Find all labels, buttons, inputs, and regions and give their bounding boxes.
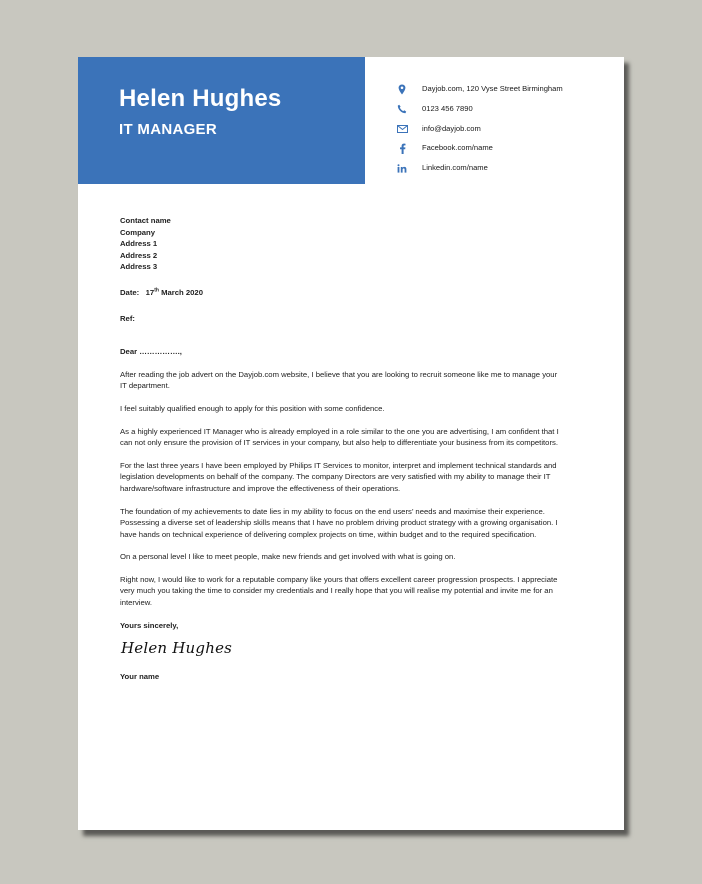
signature-text: Helen Hughes bbox=[121, 639, 233, 658]
paragraph-6: On a personal level I like to meet people, make new friends and get involved with what is going on. bbox=[120, 552, 456, 562]
recipient-company: Company bbox=[120, 227, 156, 237]
envelope-icon bbox=[396, 123, 408, 135]
recipient-address bbox=[120, 215, 560, 273]
letter-body bbox=[120, 215, 560, 683]
date-label: Date: bbox=[120, 287, 140, 297]
paragraph-1: After reading the job advert on the Dayjob.com website, I believe that you are looking to recruit someone like me to manage your IT department. bbox=[120, 369, 558, 391]
address-text: Dayjob.com, 120 Vyse Street Birmingham bbox=[422, 84, 563, 93]
facebook-icon bbox=[396, 142, 408, 154]
phone-text: 0123 456 7890 bbox=[422, 103, 473, 113]
header-banner bbox=[78, 57, 365, 184]
applicant-name: Helen Hughes bbox=[119, 85, 282, 112]
recipient-contact-name: Contact name bbox=[120, 216, 171, 225]
facebook-link[interactable]: Facebook.com/name bbox=[422, 143, 493, 153]
contact-details bbox=[396, 83, 616, 182]
recipient-address-1: Address 1 bbox=[120, 239, 158, 249]
linkedin-link[interactable]: Linkedin.com/name bbox=[422, 163, 488, 173]
date-suffix: th bbox=[154, 287, 159, 294]
letter-ref: Ref: bbox=[120, 313, 135, 323]
paragraph-3: As a highly experienced IT Manager who is already employed in a role similar to the one you are advertising, I am confident that I can not only ensure the provision of IT services in your company, but also help to differentiate your business from its competitors. bbox=[120, 426, 559, 448]
email-link[interactable]: info@dayjob.com bbox=[422, 123, 481, 133]
contact-facebook bbox=[396, 142, 616, 154]
cover-letter-page bbox=[78, 57, 624, 830]
contact-linkedin bbox=[396, 162, 616, 174]
recipient-address-2: Address 2 bbox=[120, 250, 158, 260]
paragraph-4: For the last three years I have been employed by Philips IT Services to monitor, interpret and implement technical standards and legislation developments on behalf of the company. The company Directors are very satisfied with my ability to manage their IT hardware/software infrastructure and improve the effectiveness of their operations. bbox=[120, 460, 557, 493]
paragraph-2: I feel suitably qualified enough to apply for this position with some confidence. bbox=[120, 403, 385, 413]
contact-address bbox=[396, 83, 616, 95]
date-day: 17 bbox=[145, 287, 155, 297]
signature bbox=[120, 635, 560, 669]
closing: Yours sincerely, bbox=[120, 620, 179, 630]
contact-phone bbox=[396, 103, 616, 115]
job-title: IT MANAGER bbox=[119, 121, 217, 138]
paragraph-5: The foundation of my achievements to date lies in my ability to focus on the end users’ needs and maximise their experience. Possessing a diverse set of leadership skills means that I have no problem driving product strategy with a growing organisation. I have hands on technical experience of delivering complex projects on time, within budget and to the required specification. bbox=[120, 506, 558, 539]
linkedin-icon bbox=[396, 162, 408, 174]
location-pin-icon bbox=[396, 83, 408, 95]
date-month-year: March 2020 bbox=[161, 287, 203, 297]
contact-email bbox=[396, 123, 616, 135]
paragraph-7: Right now, I would like to work for a reputable company like yours that offers excellent career progression prospects. I appreciate very much you taking the time to consider my credentials and I really hope that you will realise my potential and invite me for an interview. bbox=[120, 574, 558, 608]
salutation: Dear ……………., bbox=[120, 347, 182, 357]
signoff-name: Your name bbox=[120, 672, 160, 682]
letter-date bbox=[120, 287, 560, 299]
recipient-address-3: Address 3 bbox=[120, 262, 158, 272]
phone-icon bbox=[396, 103, 408, 115]
